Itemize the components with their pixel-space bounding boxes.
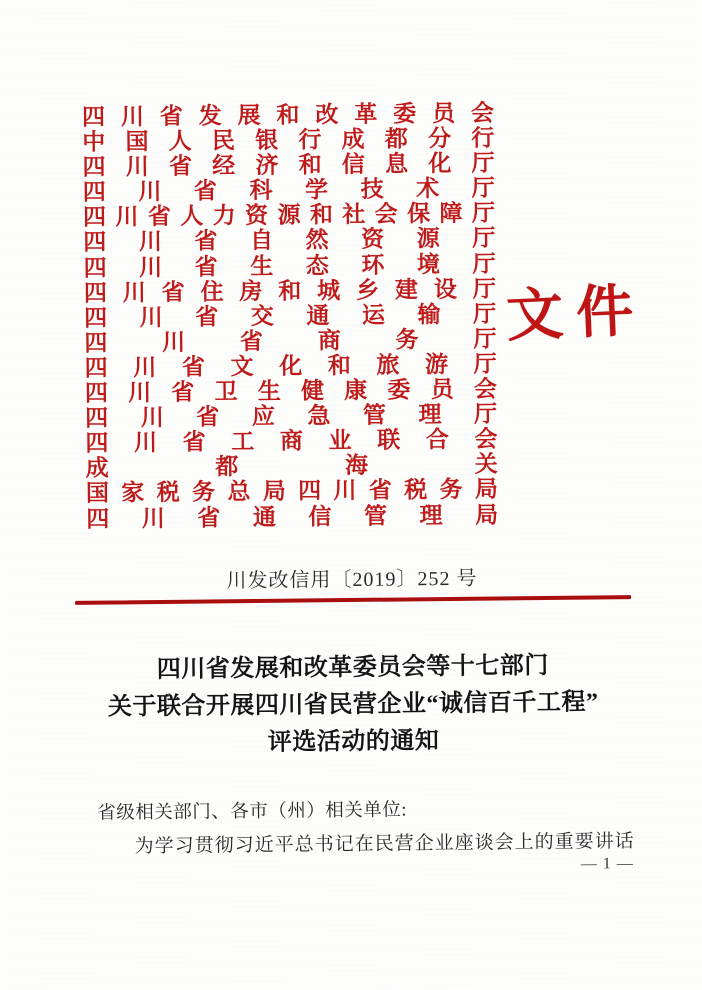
agency-char: 省: [147, 204, 172, 230]
doc-type-mark: 文件: [504, 279, 648, 349]
body-paragraph-first-line: 为学习贯彻习近平总书记在民营企业座谈会上的重要讲话: [134, 831, 635, 858]
agency-char: 人: [180, 203, 204, 230]
agency-char: 四: [82, 179, 106, 206]
agency-char: 省: [181, 354, 206, 380]
agency-list: [82, 100, 498, 531]
agency-char: 川: [115, 204, 139, 230]
agency-char: 文: [230, 353, 254, 380]
agency-char: 家: [121, 480, 145, 506]
agency-char: 化: [428, 151, 452, 177]
agency-char: 厅: [473, 351, 497, 377]
agency-char: 四: [83, 255, 107, 281]
agency-char: 务: [439, 477, 463, 503]
agency-char: 科: [249, 178, 273, 204]
agency-char: 成: [341, 126, 365, 153]
agency-char: 厅: [471, 175, 495, 201]
agency-char: 和: [276, 102, 300, 128]
agency-char: 旅: [376, 352, 400, 378]
agency-char: 税: [404, 477, 428, 503]
agency-char: 会: [374, 201, 398, 228]
agency-char: 四: [85, 405, 109, 431]
agency-line: [85, 427, 497, 456]
agency-char: 和: [327, 352, 351, 379]
agency-char: 川: [120, 104, 145, 130]
agency-char: 环: [361, 252, 385, 278]
doc-title-line-3: 评选活动的通知: [267, 728, 440, 756]
agency-char: 管: [362, 402, 387, 428]
agency-char: 川: [125, 154, 149, 180]
agency-char: 川: [133, 354, 157, 381]
agency-char: 厅: [472, 225, 496, 252]
agency-char: 都: [384, 126, 408, 152]
agency-char: 川: [141, 505, 165, 531]
agency-char: 局: [262, 479, 286, 505]
agency-char: 信: [341, 152, 365, 178]
agency-char: 省: [368, 477, 392, 504]
agency-char: 省: [171, 379, 195, 405]
agency-char: 川: [333, 478, 357, 504]
agency-char: 生: [257, 378, 281, 405]
agency-char: 康: [344, 377, 368, 404]
agency-char: 四: [84, 330, 108, 356]
agency-char: 健: [300, 378, 325, 404]
agency-char: 厅: [473, 401, 498, 427]
agency-char: 和: [278, 278, 302, 304]
agency-char: 信: [308, 503, 332, 529]
agency-char: 关: [474, 451, 498, 478]
agency-char: 川: [140, 405, 164, 431]
agency-char: 力: [212, 203, 236, 229]
agency-char: 商: [279, 428, 304, 454]
agency-char: 四: [82, 154, 106, 180]
agency-char: 境: [416, 251, 441, 277]
agency-char: 国: [125, 129, 149, 155]
agency-char: 通: [306, 302, 330, 329]
agency-char: 乡: [355, 277, 380, 303]
doc-title-line-1: 四川省发展和改革委员会等十七部门: [156, 652, 549, 684]
agency-line: [84, 301, 496, 330]
agency-char: 工: [231, 429, 255, 455]
agency-line: [83, 176, 495, 205]
agency-char: 总: [227, 479, 251, 505]
agency-char: 省: [195, 304, 219, 330]
agency-char: 税: [156, 480, 180, 506]
agency-char: 息: [384, 151, 409, 177]
page-number: — 1 —: [580, 855, 634, 873]
agency-char: 和: [298, 152, 322, 178]
agency-char: 发: [198, 103, 222, 129]
agency-char: 川: [139, 304, 163, 330]
agency-char: 省: [196, 404, 220, 430]
agency-char: 厅: [473, 326, 497, 352]
agency-char: 员: [430, 376, 454, 403]
agency-char: 房: [239, 278, 263, 304]
agency-char: 行: [471, 125, 495, 151]
agency-char: 川: [128, 380, 152, 406]
agency-char: 术: [416, 176, 440, 202]
agency-char: 省: [182, 429, 206, 455]
agency-char: 四: [297, 478, 322, 504]
agency-char: 然: [305, 227, 329, 253]
agency-char: 合: [425, 427, 449, 453]
agency-char: 态: [305, 252, 329, 279]
agency-char: 会: [474, 426, 498, 452]
agency-char: 分: [427, 126, 452, 152]
doc-title: [2, 646, 702, 764]
agency-char: 务: [191, 479, 216, 506]
agency-char: 城: [317, 277, 341, 303]
agency-char: 四: [83, 230, 107, 256]
agency-char: 厅: [472, 251, 496, 277]
agency-char: 经: [212, 153, 236, 179]
agency-char: 员: [431, 100, 456, 127]
agency-char: 四: [84, 305, 108, 331]
agency-char: 民: [211, 128, 236, 154]
agency-char: 务: [395, 327, 419, 353]
agency-char: 资: [361, 227, 385, 253]
agency-char: 卫: [214, 379, 238, 405]
agency-char: 四: [82, 204, 107, 231]
agency-char: 自: [249, 228, 274, 254]
agency-char: 都: [215, 454, 239, 480]
agency-char: 四: [84, 355, 108, 381]
agency-char: 省: [194, 228, 218, 255]
agency-char: 厅: [471, 150, 495, 176]
agency-char: 游: [424, 351, 449, 378]
agency-char: 行: [298, 127, 322, 153]
agency-char: 成: [85, 455, 109, 482]
agency-char: 生: [250, 253, 274, 279]
agency-char: 济: [255, 152, 279, 179]
agency-char: 社: [342, 202, 366, 228]
agency-char: 交: [250, 303, 274, 329]
agency-char: 急: [307, 403, 331, 429]
agency-char: 川: [122, 279, 146, 306]
agency-char: 委: [387, 377, 411, 403]
agency-char: 源: [277, 202, 301, 229]
agency-char: 住: [200, 278, 224, 305]
agency-char: 学: [304, 177, 329, 203]
agency-char: 四: [84, 380, 109, 406]
doc-number: 川发改信用〔2019〕252 号: [226, 567, 478, 593]
agency-char: 理: [418, 402, 442, 428]
agency-char: 银: [255, 127, 279, 154]
agency-char: 海: [344, 453, 369, 479]
agency-char: 输: [417, 301, 441, 328]
agency-char: 省: [239, 328, 264, 354]
agency-char: 资: [244, 203, 269, 229]
agency-char: 改: [315, 102, 339, 128]
agency-char: 省: [194, 253, 218, 280]
agency-char: 中: [82, 129, 106, 155]
agency-char: 川: [162, 329, 186, 355]
agency-char: 国: [85, 480, 110, 507]
agency-char: 省: [161, 279, 185, 305]
agency-char: 革: [354, 101, 378, 127]
agency-char: 应: [251, 403, 275, 430]
agency-char: 化: [279, 353, 303, 379]
agency-char: 建: [394, 276, 419, 303]
agency-char: 厅: [471, 200, 496, 227]
agency-char: 局: [475, 501, 499, 528]
agency-char: 管: [363, 503, 388, 529]
agency-char: 设: [433, 276, 457, 302]
agency-char: 人: [168, 128, 192, 154]
agency-char: 委: [393, 101, 417, 127]
agency-line: [86, 502, 498, 531]
agency-char: 保: [406, 201, 431, 227]
agency-char: 厅: [472, 276, 496, 302]
agency-char: 川: [133, 430, 158, 456]
agency-char: 展: [237, 102, 261, 129]
agency-char: 川: [138, 179, 162, 205]
salutation-line: 省级相关部门、各市（州）相关单位:: [97, 800, 408, 824]
agency-char: 通: [252, 504, 277, 530]
agency-char: 四: [83, 280, 107, 306]
agency-char: 四: [85, 430, 109, 456]
agency-char: 省: [159, 103, 183, 129]
agency-char: 四: [86, 506, 110, 532]
agency-char: 会: [470, 100, 495, 126]
agency-char: 运: [361, 302, 386, 328]
agency-char: 省: [193, 178, 218, 204]
agency-char: 商: [317, 327, 341, 354]
agency-char: 理: [419, 502, 443, 528]
agency-char: 业: [328, 428, 352, 454]
agency-char: 厅: [472, 301, 497, 327]
agency-char: 川: [139, 254, 163, 280]
agency-char: 障: [439, 201, 463, 227]
agency-char: 和: [309, 202, 334, 228]
doc-title-line-2: 关于联合开展四川省民营企业“诚信百千工程”: [107, 689, 599, 721]
agency-char: 技: [360, 176, 384, 203]
red-separator-rule: [75, 595, 631, 605]
agency-char: 局: [474, 476, 499, 503]
agency-char: 会: [473, 376, 497, 402]
agency-char: 省: [168, 153, 193, 180]
agency-char: 四: [81, 104, 106, 130]
agency-char: 省: [197, 504, 221, 531]
agency-char: 川: [138, 229, 163, 255]
agency-char: 联: [377, 427, 401, 453]
agency-char: 源: [416, 226, 440, 252]
